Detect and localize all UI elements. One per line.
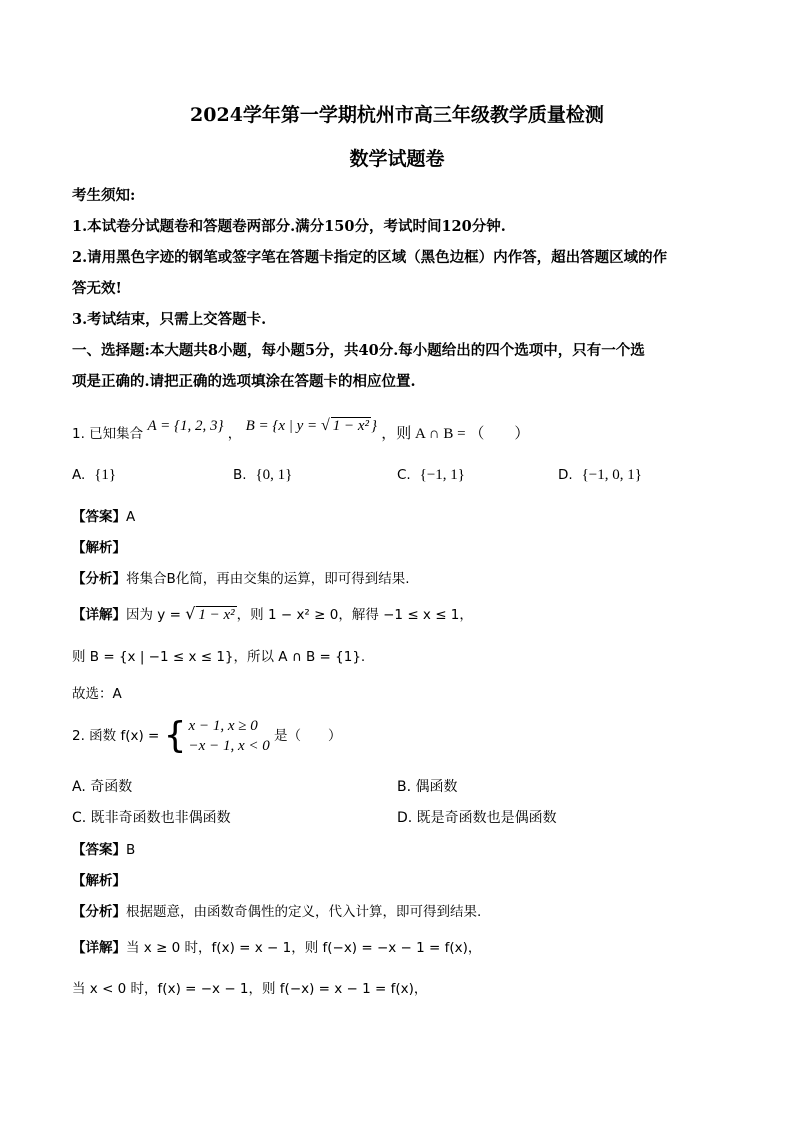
q1-option-b: B. {0, 1} xyxy=(233,467,293,483)
q1-option-c: C. {−1, 1} xyxy=(397,467,465,483)
q1-suffix: ，则 A ∩ B = （ ） xyxy=(381,426,530,442)
q1-detail-cont: 则 B = {x | −1 ≤ x ≤ 1}，所以 A ∩ B = {1}. xyxy=(72,649,366,665)
piecewise-brace: { xyxy=(163,715,187,756)
q1-option-d: D. {−1, 0, 1} xyxy=(558,467,642,483)
notice-item-2-cont: 答无效! xyxy=(72,280,122,297)
q2-option-b: B. 偶函数 xyxy=(397,779,458,795)
question-1 xyxy=(72,417,530,443)
q2-prefix: 2. 函数 f(x) = xyxy=(72,728,160,744)
q1-set-a: A = {1, 2, 3} xyxy=(147,418,224,434)
exam-title: 2024学年第一学期杭州市高三年级教学质量检测 xyxy=(190,104,604,126)
q2-detail: 【详解】当 x ≥ 0 时，f(x) = x − 1，则 f(−x) = −x − 1 = f(x)， xyxy=(72,940,482,956)
q1-comma: ， xyxy=(227,426,242,442)
q1-analysis: 【分析】将集合B化简，再由交集的运算，即可得到结果. xyxy=(72,571,410,587)
q2-jiexi-heading: 【解析】 xyxy=(72,873,126,889)
q1-jiexi-heading: 【解析】 xyxy=(72,540,126,556)
q2-analysis: 【分析】根据题意，由函数奇偶性的定义，代入计算，即可得到结果. xyxy=(72,904,482,920)
notice-heading: 考生须知: xyxy=(72,187,136,204)
q2-detail-cont: 当 x < 0 时，f(x) = −x − 1，则 f(−x) = x − 1 = f(x)， xyxy=(72,981,428,997)
section-1-instructions-cont: 项是正确的.请把正确的选项填涂在答题卡的相应位置. xyxy=(72,373,416,390)
q1-detail: 【详解】因为 y = √ 1 − x² ，则 1 − x² ≥ 0，解得 −1 ≤ x ≤ 1， xyxy=(72,604,473,623)
q1-answer: 【答案】A xyxy=(72,509,136,525)
q2-piecewise: x − 1, x ≥ 0 −x − 1, x < 0 xyxy=(188,718,270,754)
q1-set-b: B = {x | y = √ 1 − x² } xyxy=(245,417,377,434)
exam-subtitle: 数学试题卷 xyxy=(349,148,445,170)
notice-item-3: 3.考试结束，只需上交答题卡. xyxy=(72,311,267,328)
q2-option-d: D. 既是奇函数也是偶函数 xyxy=(397,810,557,826)
question-2 xyxy=(72,716,342,756)
section-1-instructions: 一、选择题:本大题共8小题，每小题5分，共40分.每小题给出的四个选项中，只有一个选 xyxy=(72,342,645,359)
notice-item-2: 2.请用黑色字迹的钢笔或签字笔在答题卡指定的区域（黑色边框）内作答，超出答题区域的作 xyxy=(72,249,668,266)
q2-option-a: A. 奇函数 xyxy=(72,779,133,795)
q2-answer: 【答案】B xyxy=(72,842,136,858)
q2-suffix: 是（ ） xyxy=(274,728,342,744)
notice-item-1: 1.本试卷分试题卷和答题卷两部分.满分150分，考试时间120分钟. xyxy=(72,218,506,235)
q2-option-c: C. 既非奇函数也非偶函数 xyxy=(72,810,231,826)
q1-option-a: A. {1} xyxy=(72,467,117,483)
q1-prefix: 1. 已知集合 xyxy=(72,426,144,442)
q1-conclusion: 故选：A xyxy=(72,686,122,702)
